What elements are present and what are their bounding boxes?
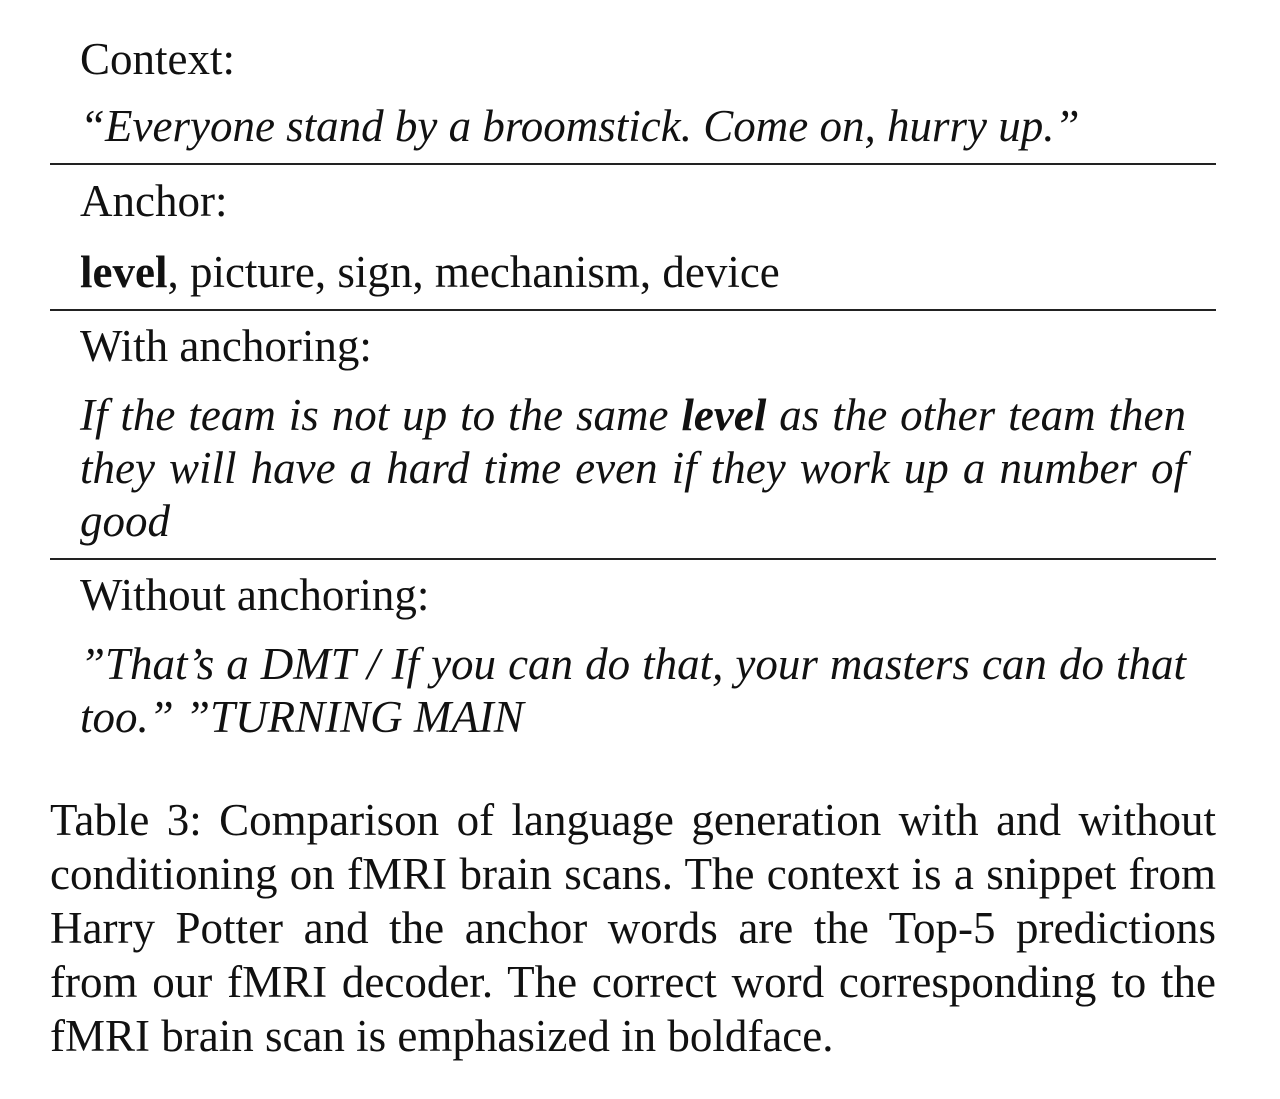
- anchor-section: [50, 165, 1216, 309]
- with-anchoring-section: [50, 311, 1216, 558]
- without-anchoring-label: Without anchoring:: [80, 570, 430, 620]
- context-section: [50, 0, 1216, 163]
- with-anchoring-text: [80, 389, 1186, 548]
- without-anchoring-text: ”That’s a DMT / If you can do that, your masters can do that too.” ”TURNING MAIN: [80, 639, 1186, 742]
- without-anchoring-section: [50, 560, 1216, 744]
- context-label: Context:: [80, 34, 235, 84]
- anchor-other-words: , picture, sign, mechanism, device: [167, 247, 780, 297]
- with-anchoring-text-before: If the team is not up to the same: [80, 390, 682, 440]
- with-anchoring-correct-word: level: [681, 390, 767, 440]
- anchor-label: Anchor:: [80, 176, 228, 226]
- with-anchoring-text-after: as the other team then they will have a hard time even if they work up a number of good: [80, 390, 1186, 546]
- anchor-words: [80, 246, 1186, 299]
- comparison-table: [50, 0, 1216, 744]
- context-text: “Everyone stand by a broomstick. Come on, hurry up.”: [80, 101, 1080, 151]
- anchor-correct-word: level: [80, 247, 168, 297]
- table-caption: Table 3: Comparison of language generation with and without conditioning on fMRI brain scans. The context is a snippet from Harry Potter and the anchor words are the Top-5 predictions from our fMRI decoder. The correct word corresponding to the fMRI brain scan is emphasized in boldface.: [50, 795, 1216, 1061]
- with-anchoring-label: With anchoring:: [80, 321, 372, 371]
